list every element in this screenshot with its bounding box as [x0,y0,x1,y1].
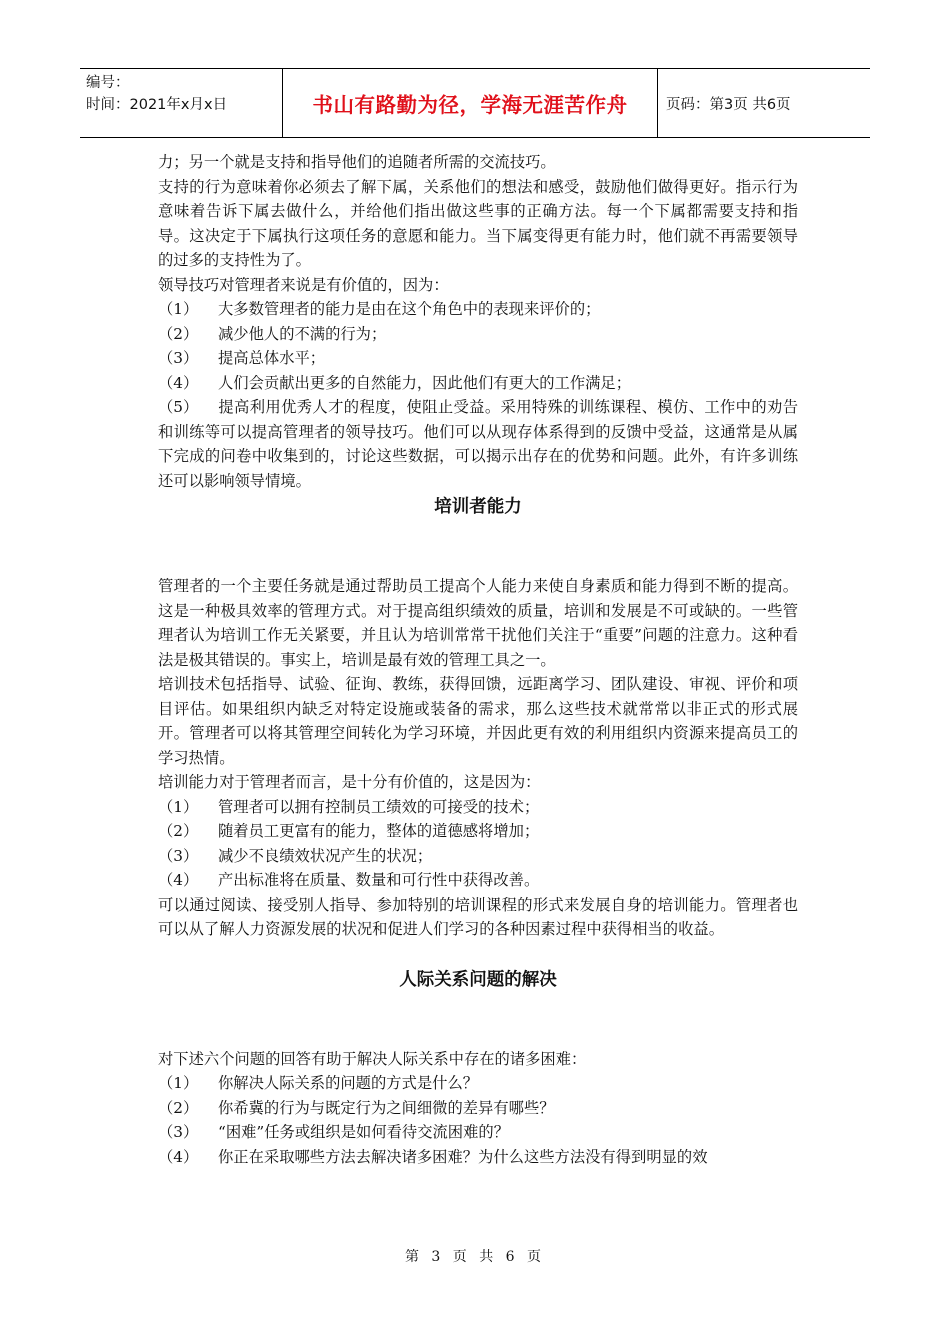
list-number: （2） [158,324,199,343]
list-item [158,371,798,396]
list-text: 减少不良绩效状况产生的状况； [218,846,433,865]
list-item [158,868,798,893]
list-text: 你希冀的行为与既定行为之间细微的差异有哪些？ [218,1098,555,1117]
paragraph: 培训技术包括指导、试验、征询、教练，获得回馈，远距离学习、团队建设、审视、评价和项目评估。如果组织内缺乏对特定设施或装备的需求，那么这些技术就常常以非正式的形式展开。管理者可以将其管理空间转化为学习环境，并因此更有效的利用组织内资源来提高员工的学习热情。 [158,675,798,767]
document-body [158,150,798,1169]
list-number: （1） [158,1074,199,1092]
list-number: （1） [158,797,199,816]
header-meta [80,69,282,137]
paragraph: 培训能力对于管理者而言，是十分有价值的，这是因为： [158,773,541,791]
list-text: 管理者可以拥有控制员工绩效的可接受的技术； [218,797,540,816]
paragraph: 对下述六个问题的回答有助于解决人际关系中存在的诸多困难： [158,1049,587,1068]
list-number: （2） [158,822,199,840]
list-item [158,322,798,347]
paragraph: 支持的行为意味着你必须去了解下属，关系他们的想法和感受，鼓励他们做得更好。指示行为意味着告诉下属去做什么，并给他们指出做这些事的正确方法。每一个下属都需要支持和指导。这决定于下属执行这项任务的意愿和能力。当下属变得更有能力时，他们就不再需要领导的过多的支持性为了。 [158,177,798,269]
document-number-label: 编号： [86,75,130,91]
list-number: （4） [158,1147,199,1166]
list-item [158,795,798,820]
list-number: （4） [158,373,199,392]
list-text: 产出标准将在质量、数量和可行性中获得改善。 [218,871,540,889]
list-item [158,346,798,371]
list-item [158,1096,798,1121]
list-text: 减少他人的不满的行为； [218,324,387,343]
list-text: “困难”任务或组织是如何看待交流困难的？ [218,1123,509,1141]
list-number: （5） [158,398,199,416]
list-number: （2） [158,1098,199,1117]
list-text: 提高利用优秀人才的程度，使阻止受益。采用特殊的训练课程、模仿、工作中的劝告和训练等可以提高管理者的领导技巧。他们可以从现存体系得到的反馈中受益，这通常是从属下完成的问卷中收集到的，讨论这些数据，可以揭示出存在的优势和问题。此外，有许多训练还可以影响领导情境。 [158,398,798,490]
list-number: （3） [158,846,199,865]
section-heading: 培训者能力 [434,497,522,517]
header-page-info: 页码：第3页 共6页 [666,96,791,113]
list-text: 你解决人际关系的问题的方式是什么？ [218,1074,479,1092]
list-item [158,819,798,844]
list-item [158,1120,798,1145]
list-text: 人们会贡献出更多的自然能力，因此他们有更大的工作满足； [218,373,632,392]
paragraph: 领导技巧对管理者来说是有价值的，因为： [158,275,449,294]
list-text: 你正在采取哪些方法去解决诸多困难？为什么这些方法没有得到明显的效 [218,1147,708,1166]
page-header [80,68,870,138]
list-text: 提高总体水平； [218,349,326,367]
section-heading: 人际关系问题的解决 [399,969,557,990]
list-number: （1） [158,300,199,318]
list-text: 随着员工更富有的能力，整体的道德感将增加； [218,822,540,840]
list-item [158,1071,798,1096]
document-date: 时间：2021年x月x日 [86,97,228,113]
paragraph: 力；另一个就是支持和指导他们的追随者所需的交流技巧。 [158,153,556,171]
list-text: 大多数管理者的能力是由在这个角色中的表现来评价的； [218,300,601,318]
list-item [158,297,798,322]
list-item [158,395,798,493]
list-item [158,844,798,869]
header-motto: 书山有路勤为径，学海无涯苦作舟 [282,69,658,137]
list-number: （3） [158,349,199,367]
list-item [158,1145,798,1170]
list-number: （4） [158,871,199,889]
paragraph: 管理者的一个主要任务就是通过帮助员工提高个人能力来使自身素质和能力得到不断的提高。这是一种极具效率的管理方式。对于提高组织绩效的质量，培训和发展是不可或缺的。一些管理者认为培训工作无关紧要，并且认为培训常常干扰他们关注于“重要”问题的注意力。这种看法是极其错误的。事实上，培训是最有效的管理工具之一。 [158,577,798,669]
page-footer: 第 3 页 共 6 页 [404,1249,546,1265]
list-number: （3） [158,1123,199,1141]
paragraph: 可以通过阅读、接受别人指导、参加特别的培训课程的形式来发展自身的培训能力。管理者也可以从了解人力资源发展的状况和促进人们学习的各种因素过程中获得相当的收益。 [158,895,798,938]
